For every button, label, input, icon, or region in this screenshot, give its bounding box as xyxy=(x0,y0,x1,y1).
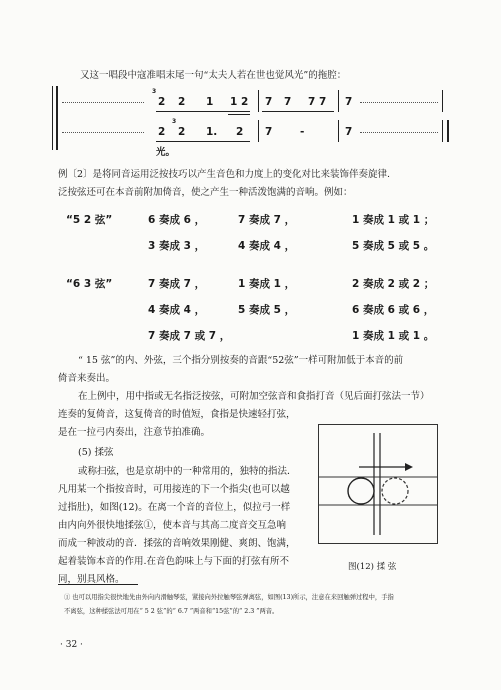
score-lyric: 光。 xyxy=(156,147,176,158)
ornament-cell: 2 奏成 2 或 2 ； xyxy=(352,278,435,290)
ornament-cell: 7 奏成 7 或 7 ， xyxy=(148,330,231,342)
score-barline xyxy=(258,90,259,112)
score-upper-note: 1 xyxy=(206,96,214,108)
paragraph-2c: 是在一拉弓内奏出，注意节拍准确。 xyxy=(58,427,211,438)
score-underline xyxy=(156,111,250,112)
ornament-cell: 7 奏成 7 ， xyxy=(238,214,296,226)
score-upper-grace: 3 xyxy=(152,88,157,95)
score-dash-left-upper xyxy=(62,102,144,103)
score-final-barline xyxy=(447,120,449,142)
page-number: · 32 · xyxy=(60,640,83,650)
paragraph-3-line: 凡用某一个指按音时，可用接连的下一个指尖(也可以越 xyxy=(58,484,290,495)
paragraph-2a: 在上例中，用中指或无名指泛按弦，可附加空弦音和食指打音（见后面打弦法一节） xyxy=(78,391,430,402)
ornament-cell: 1 奏成 1 或 1 ； xyxy=(352,214,435,226)
paragraph-3-line: 由内向外很快地揉弦①，使本音与其高二度音交互急响 xyxy=(58,520,287,531)
score-upper-note: 2 xyxy=(158,96,166,108)
score-underline xyxy=(156,141,250,142)
ornament-cell: 4 奏成 4 ， xyxy=(148,304,206,316)
score-right-barline xyxy=(442,120,443,142)
score-lower-note: 7 xyxy=(265,126,273,138)
score-lower-grace: 3 xyxy=(172,118,177,125)
paragraph-3-line: 同，别具风格。 xyxy=(58,574,125,585)
example-line-2: 泛按弦还可在本音前附加倚音，使之产生一种活泼饱满的音响。例如： xyxy=(58,187,353,198)
score-left-barline-thick xyxy=(52,86,53,150)
footnote-rule xyxy=(58,584,138,585)
ornament-cell: 6 奏成 6 或 6 ， xyxy=(352,304,435,316)
score-lower-note: - xyxy=(300,126,305,138)
score-lower-note: 2 xyxy=(158,126,166,138)
score-dash-right-upper xyxy=(360,102,438,103)
score-barline xyxy=(258,120,259,142)
footnote-line-2: 不离弦，这种揉弦法可用在“ 5 2 弦”的“ 6.7 ”两音和“15弦”的“ 2.3 ”两音。 xyxy=(64,608,279,615)
example-line-1: 例〔2〕是将同音运用泛按技巧以产生音色和力度上的变化对比来装饰伴奏旋律. xyxy=(58,169,391,180)
string-label: “6 3 弦” xyxy=(66,278,113,290)
ornament-cell: 5 奏成 5 ， xyxy=(238,304,296,316)
ornament-cell: 7 奏成 7 ， xyxy=(148,278,206,290)
paragraph-3-line: 起着装饰本音的作用.在音色韵味上与下面的打弦有所不 xyxy=(58,556,290,567)
paragraph-3-line: 过指肚)，如图(12)。在离一个音的音位上，似拉弓一样 xyxy=(58,502,291,513)
ornament-cell: 6 奏成 6 ， xyxy=(148,214,206,226)
score-left-barline xyxy=(56,86,58,150)
figure-caption: 图(12) 揉 弦 xyxy=(348,562,397,572)
footnote-line-1: ① 也可以用指尖很快地先由外向内滑触琴弦，紧接向外拉触琴弦弹离弦，如图(13)所示，注意在来回触弹过程中，手指 xyxy=(64,594,394,601)
score-barline xyxy=(338,120,339,142)
ornament-cell: 5 奏成 5 或 5 。 xyxy=(352,240,435,252)
score-underline xyxy=(262,111,334,112)
intro-text: 又这一唱段中寇准唱末尾一句“太夫人若在世也觉风光”的拖腔： xyxy=(80,70,347,81)
ornament-cell: 1 奏成 1 ， xyxy=(238,278,296,290)
score-lower-note: 7 xyxy=(345,126,353,138)
score-upper-note: 7 7 xyxy=(308,96,327,108)
score-upper-note: 2 xyxy=(178,96,186,108)
score-upper-note: 7 xyxy=(265,96,273,108)
paragraph-1a: “ 15 弦”的内、外弦，三个指分别按奏的音跟“52弦”一样可附加低于本音的前 xyxy=(78,355,404,366)
string-label: “5 2 弦” xyxy=(66,214,113,226)
score-upper-note: 1 2 xyxy=(230,96,249,108)
ornament-cell: 1 奏成 1 或 1 。 xyxy=(352,330,435,342)
score-lower-note: 2 xyxy=(236,126,244,138)
paragraph-3-line: 而成一种波动的音．揉弦的音响效果刚健、爽朗、饱满， xyxy=(58,538,296,549)
ornament-cell: 3 奏成 3 ， xyxy=(148,240,206,252)
score-lower-note: 1. xyxy=(206,126,218,138)
paragraph-2b: 连奏的复倚音，这复倚音的时值短，食指是快速轻打弦， xyxy=(58,409,296,420)
paragraph-1b: 倚音来奏出。 xyxy=(58,373,116,384)
score-barline xyxy=(338,90,339,112)
score-dash-right-lower xyxy=(360,132,438,133)
score-underline xyxy=(228,114,250,115)
score-dash-left-lower xyxy=(62,132,144,133)
score-lower-note: 2 xyxy=(178,126,186,138)
rubbing-string-diagram xyxy=(319,425,437,543)
score-upper-note: 7 xyxy=(284,96,292,108)
score-upper-note: 7 xyxy=(345,96,353,108)
paragraph-3-line: 或称扫弦，也是京胡中的一种常用的，独特的指法． xyxy=(78,466,297,477)
figure-12 xyxy=(318,424,438,544)
ornament-cell: 4 奏成 4 ， xyxy=(238,240,296,252)
score-right-barline xyxy=(442,90,443,112)
section-heading: (5) 揉弦 xyxy=(78,447,114,458)
